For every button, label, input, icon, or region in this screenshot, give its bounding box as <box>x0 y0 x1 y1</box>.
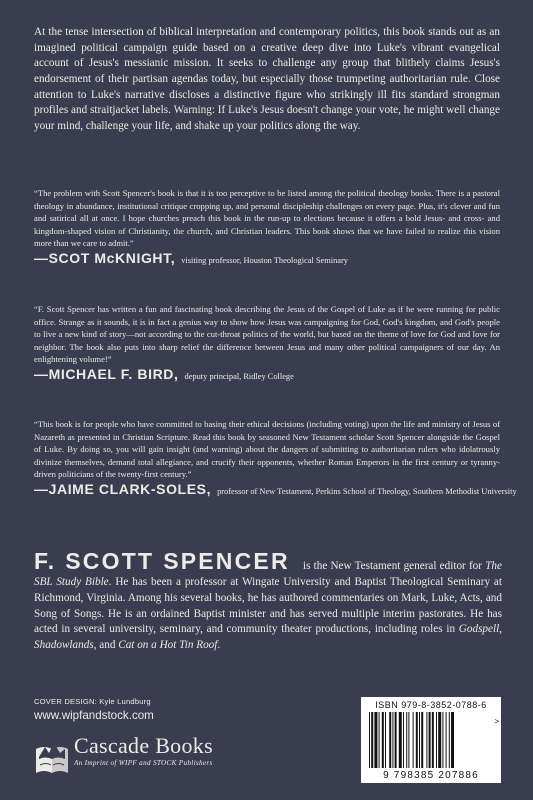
publisher-imprint: An Imprint of WIPF and STOCK Publishers <box>74 759 213 767</box>
endorser-name: —MICHAEL F. BIRD, <box>34 365 179 382</box>
isbn-barcode <box>361 697 501 783</box>
endorser-name: —JAIME CLARK-SOLES, <box>34 480 212 497</box>
barcode-digits: 9 798385 207886 <box>383 770 479 781</box>
barcode-icon <box>367 712 495 770</box>
cover-design-credit: COVER DESIGN: Kyle Lundburg <box>34 697 151 706</box>
author-name: F. SCOTT SPENCER <box>34 548 290 575</box>
endorsement-clark-soles <box>34 418 517 499</box>
bio-text: is the New Testament general editor for <box>299 560 486 573</box>
bio-title-godspell: Godspell <box>458 623 500 636</box>
barcode-marker: > <box>494 717 499 726</box>
endorsement-attribution <box>34 480 517 499</box>
publisher-logo-icon <box>34 735 70 775</box>
bio-title-shadowlands: Shadowlands <box>34 639 94 652</box>
endorser-name: —SCOT McKNIGHT, <box>34 249 176 266</box>
bio-text: . He has been a professor at Wingate University and Baptist Theological Seminary at Richmond, Virginia. Among his several books, he has authored commentaries on Mark, Luke, Acts, and Song of Songs. He is an ordained Baptist minister and has served multiple interim pastorates. He has acted in several university, seminary, and community theater productions, including roles in <box>34 575 502 636</box>
endorsement-attribution <box>34 365 500 384</box>
bio-separator: , <box>499 623 502 636</box>
bio-separator: , and <box>93 639 119 652</box>
endorser-role: professor of New Testament, Perkins School of Theology, Southern Methodist University <box>217 486 517 496</box>
isbn-label: ISBN 979-8-3852-0788-6 <box>375 700 487 710</box>
bio-title-sbl: The SBL Study Bible <box>34 560 502 588</box>
endorsement-text: “The problem with Scott Spencer's book is that it is too perceptive to be listed among the political theology books. There is a pastoral theology in abundance, institutional critique cropping up, and personal discipleship challenges on every page. Plus, it's clever and fun and satirical all at once. I hope churches preach this book in the run-up to elections because it offers a bold Jesus- and cross- and kingdom-shaped vision of Christianity, the church, and Christian leaders. This book shows that we have failed to realize this vision more than we care to admit.” <box>34 188 500 249</box>
endorsement-mcknight <box>34 187 500 268</box>
bio-title-cat: Cat on a Hot Tin Roof <box>118 639 218 652</box>
bio-end: . <box>217 639 221 652</box>
endorser-role: visiting professor, Houston Theological Seminary <box>181 255 348 265</box>
endorsement-bird <box>34 303 500 384</box>
credits <box>34 697 154 722</box>
endorsement-attribution <box>34 249 500 268</box>
endorser-role: deputy principal, Ridley College <box>184 371 294 381</box>
publisher-logo-block <box>34 733 264 783</box>
publisher-name: Cascade Books <box>74 733 213 758</box>
endorsement-text: “F. Scott Spencer has written a fun and fascinating book describing the Jesus of the Gospel of Luke as if he were running for public office. Strange as it sounds, it is in fact a genius way to show how Jesus was campaigning for God, God's kingdom, and God's people to live a new kind of story—not according to the cut-throat politics of the world, but based on the theme of love for God and love for neighbor. The book also puts into sharp relief the difference between Jesus and many other political campaigners of our day. An enlightening volume!” <box>34 304 500 365</box>
author-bio <box>34 548 502 654</box>
book-blurb: At the tense intersection of biblical interpretation and contemporary politics, this book stands out as an imagined political campaign guide based on a creative deep dive into Luke's vibrant evangelical account of Jesus's messianic mission. It seeks to challenge any group that blithely claims Jesus's endorsement of their partisan agendas today, but especially those trumpeting authoritarian rule. Close attention to Luke's narrative discloses a distinctive figure who strikingly ill fits standard strongman profiles and straitjacket labels. Warning: If Luke's Jesus doesn't change your vote, he might well change your mind, challenge your life, and shake up your politics along the way. <box>34 26 500 132</box>
publisher-website[interactable]: www.wipfandstock.com <box>34 709 154 722</box>
endorsement-text: “This book is for people who have committed to basing their ethical decisions (including voting) upon the life and ministry of Jesus of Nazareth as presented in Christian Scripture. Read this book by seasoned New Testament scholar Scott Spencer alongside the Gospel of Luke. By doing so, you will gain insight (and warning) about the dangers of submitting to authoritarian rulers who idolatrously divinize themselves, demand total allegiance, and crucify their opponents, whether Roman Emperors in the first century or tyranny-driven politicians of the twenty-first century.” <box>34 419 500 480</box>
